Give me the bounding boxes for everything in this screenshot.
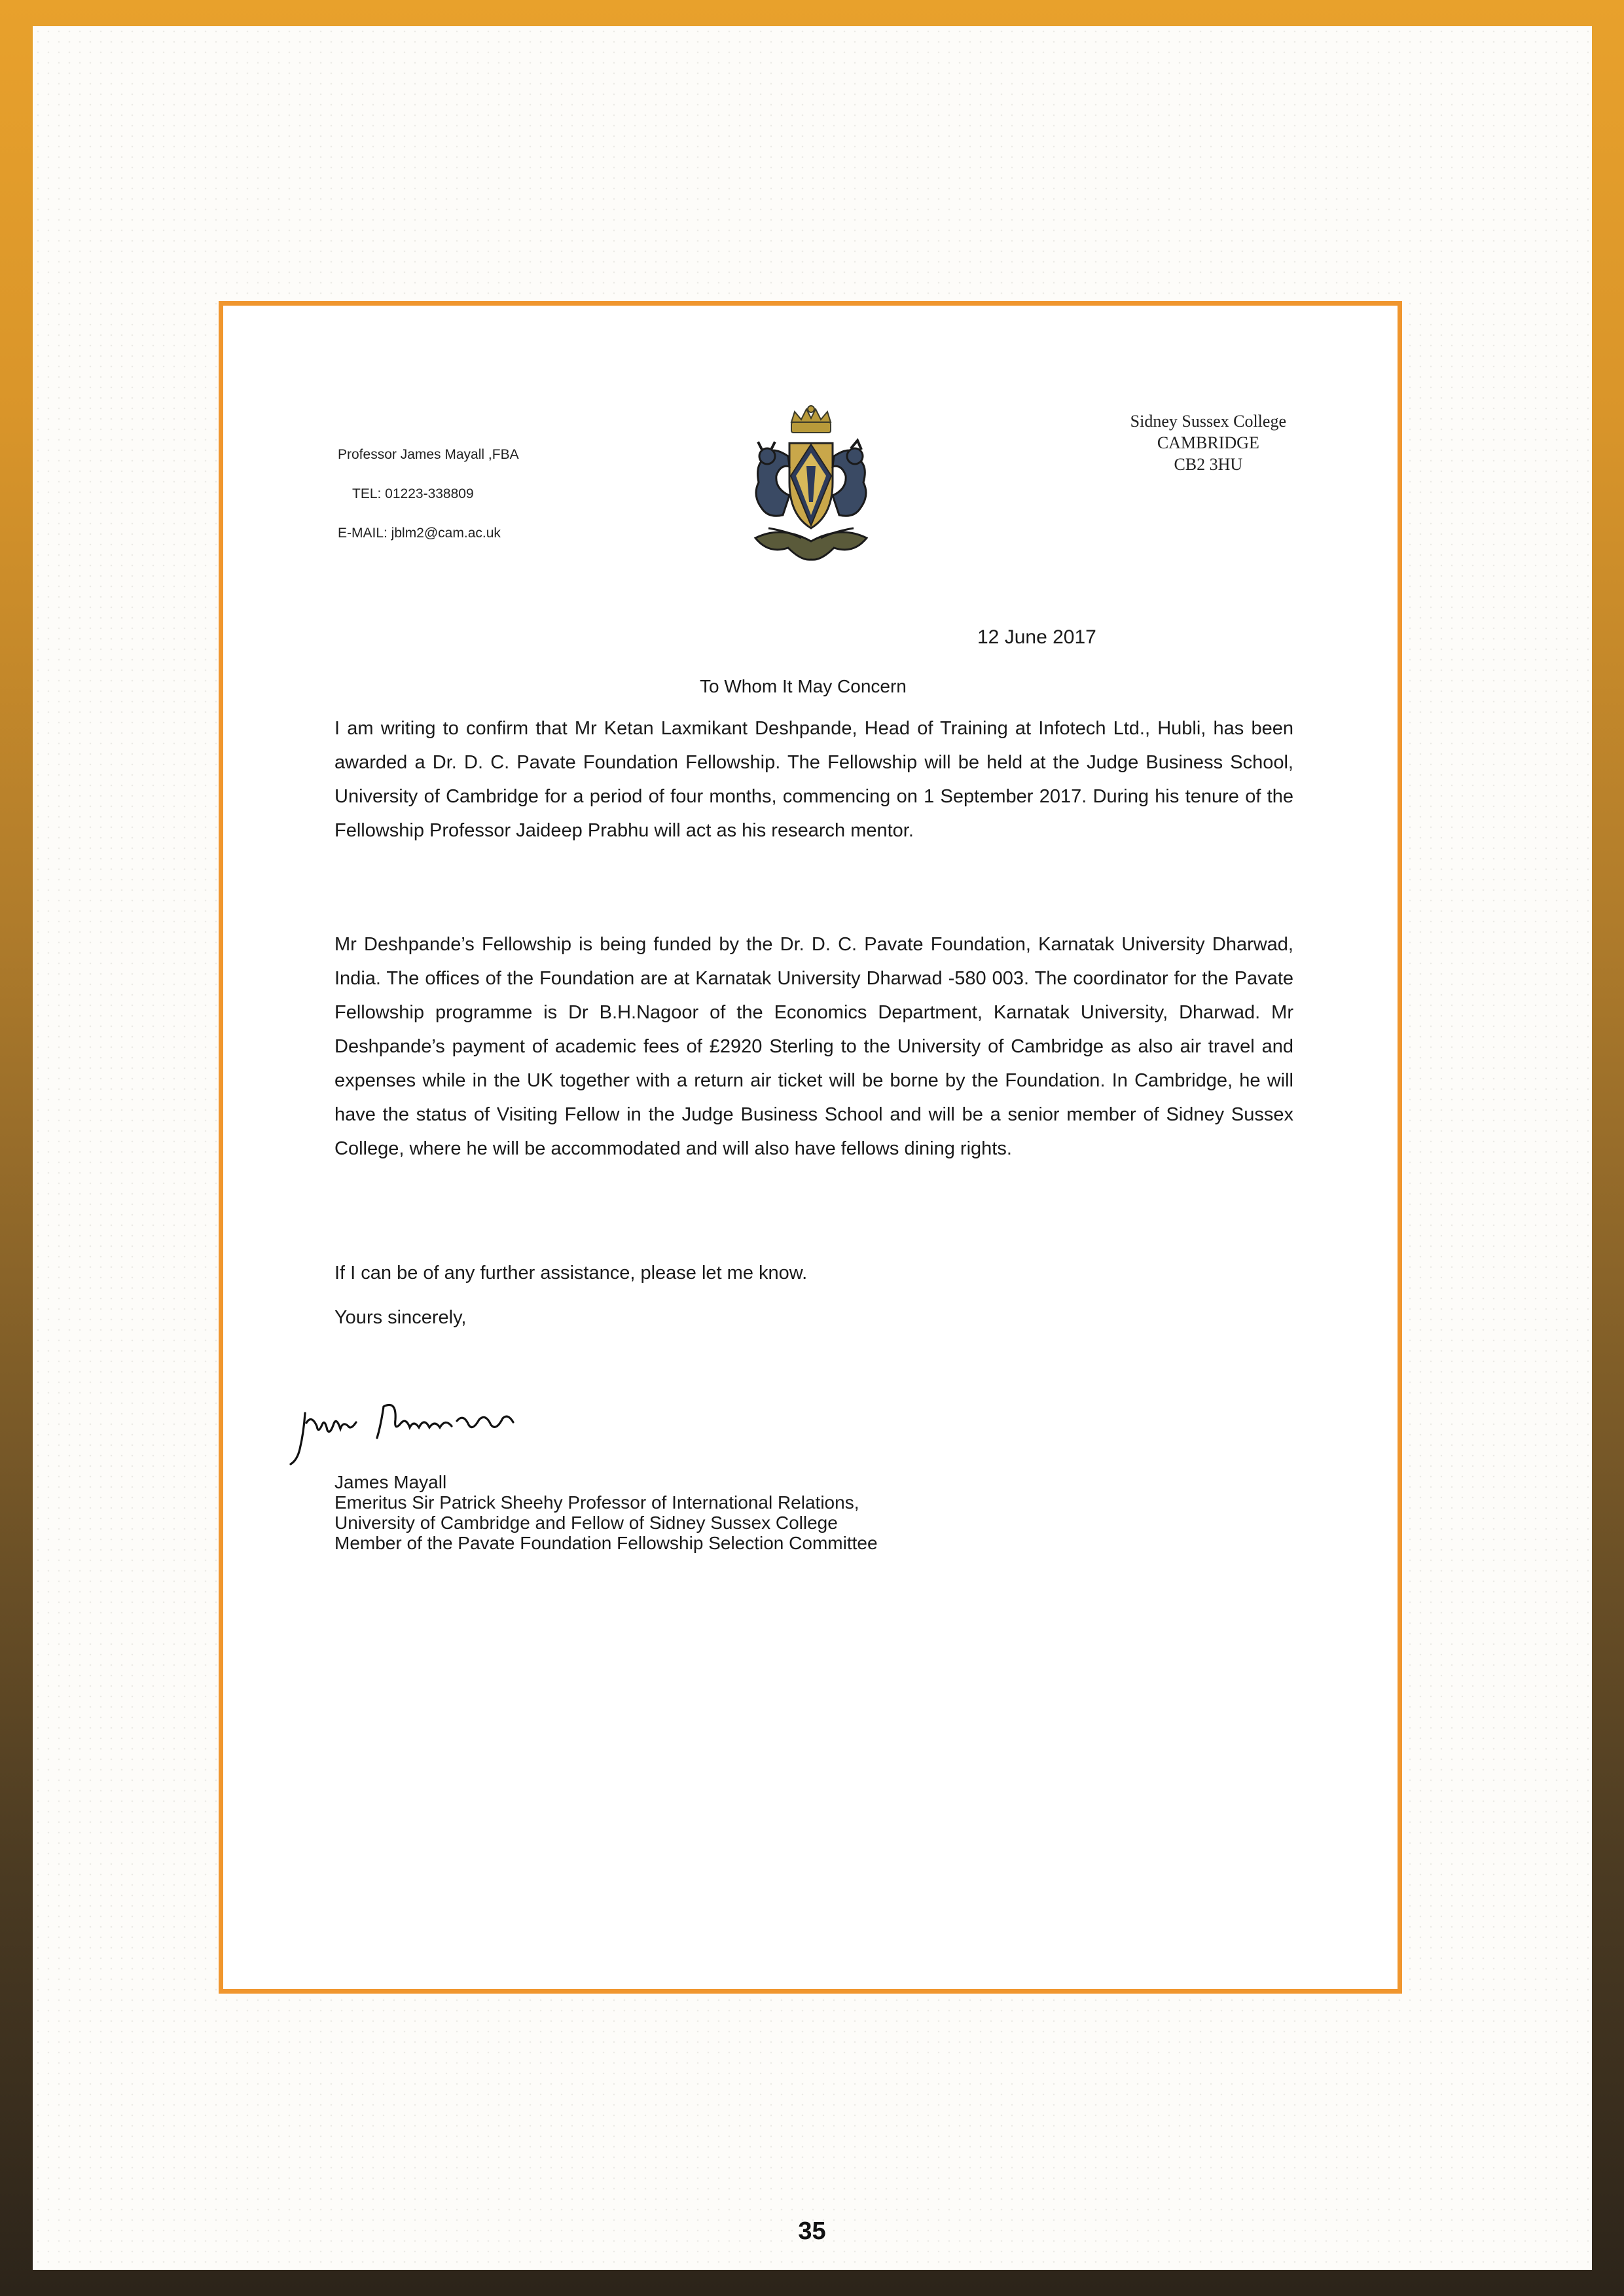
paragraph-assistance: If I can be of any further assistance, please let me know. — [334, 1263, 808, 1283]
sender-email: E-MAIL: jblm2@cam.ac.uk — [338, 526, 501, 541]
page-number: 35 — [798, 2217, 826, 2245]
sender-block — [338, 435, 519, 553]
college-crest-icon — [729, 404, 893, 567]
closing: Yours sincerely, — [334, 1307, 467, 1328]
signatory-title: Emeritus Sir Patrick Sheehy Professor of International Relations, — [334, 1492, 859, 1513]
signatory-name: James Mayall — [334, 1472, 447, 1492]
handwritten-signature — [285, 1387, 560, 1469]
letter-date: 12 June 2017 — [977, 626, 1096, 648]
sender-tel: TEL: 01223-338809 — [352, 486, 474, 501]
letter — [223, 306, 1398, 1989]
letter-frame — [219, 301, 1402, 1994]
college-name: Sidney Sussex College — [1130, 412, 1286, 431]
college-city: CAMBRIDGE — [1157, 433, 1259, 452]
page-sheet — [33, 26, 1592, 2270]
signatory-affiliation: University of Cambridge and Fellow of Sidney Sussex College — [334, 1513, 838, 1533]
signatory-committee: Member of the Pavate Foundation Fellowship Selection Committee — [334, 1533, 878, 1553]
salutation: To Whom It May Concern — [700, 676, 907, 696]
signatory-block — [334, 1472, 878, 1553]
college-address — [1130, 410, 1286, 475]
paragraph-funding: Mr Deshpande’s Fellowship is being funded by the Dr. D. C. Pavate Foundation, Karnatak University Dharwad, India. The offices of the Foundation are at Karnatak University Dharwad -580 003. The coordinator for the Pavate Fellowship programme is Dr B.H.Nagoor of the Economics Department, Karnatak University, Dharwad. Mr Deshpande’s payment of academic fees of £2920 Sterling to the University of Cambridge as also air travel and expenses while in the UK together with a return air ticket will be borne by the Foundation. In Cambridge, he will have the status of Visiting Fellow in the Judge Business School and will be a senior member of Sidney Sussex College, where he will be accommodated and will also have fellows dining rights. — [334, 934, 1293, 1159]
sender-name: Professor James Mayall ,FBA — [338, 447, 519, 462]
college-postcode: CB2 3HU — [1174, 455, 1243, 474]
paragraph-confirmation: I am writing to confirm that Mr Ketan Laxmikant Deshpande, Head of Training at Infotech Ltd., Hubli, has been awarded a Dr. D. C. Pavate Foundation Fellowship. The Fellowship will be held at the Judge Business School, University of Cambridge for a period of four months, commencing on 1 September 2017. During his tenure of the Fellowship Professor Jaideep Prabhu will act as his research mentor. — [334, 718, 1293, 841]
